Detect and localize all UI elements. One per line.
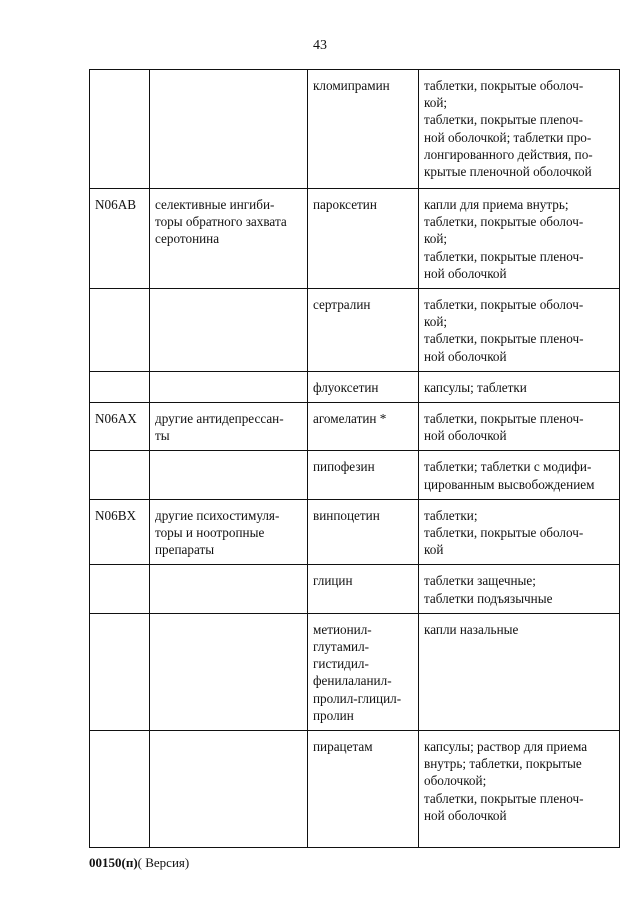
pharm-group-cell-line: торы обратного захвата [155,214,287,230]
dosage-form-cell [419,403,620,451]
table-row [90,289,620,372]
drug-name-cell [308,499,419,565]
pharm-group-cell [150,289,308,372]
drug-name-cell [308,613,419,730]
atc-code-cell [90,70,150,189]
dosage-form-cell [419,371,620,402]
dosage-form-cell [419,70,620,189]
pharm-group-cell [150,403,308,451]
dosage-form-cell [419,565,620,613]
dosage-form-cell-line: таблетки, покрытые оболоч- [424,297,584,313]
atc-code-cell: N06BX [90,499,150,565]
document-footer [89,855,189,871]
table-row [90,565,620,613]
dosage-form-cell-line: цированным высвобождением [424,476,595,492]
drug-name-cell-line: пролил-глицил- [313,690,402,706]
dosage-form-cell-line: оболочкой; [424,773,487,789]
drug-name-cell-line: глицин [313,573,353,589]
drug-table [89,69,620,848]
dosage-form-cell-line: ной оболочкой [424,428,507,444]
drug-name-cell-line: фенилаланил- [313,673,392,689]
drug-name-cell [308,189,419,289]
pharm-group-cell-line: серотонина [155,231,220,247]
document-version: ( Версия) [137,855,190,870]
dosage-form-cell-line: ной оболочкой [424,348,507,364]
dosage-form-cell [419,189,620,289]
table-row [90,70,620,189]
table-row [90,731,620,848]
document-code: 00150(п) [89,855,138,870]
dosage-form-cell-line: таблетки; [424,507,478,523]
dosage-form-cell [419,613,620,730]
drug-name-cell-line: винпоцетин [313,507,380,523]
drug-name-cell [308,565,419,613]
atc-code-cell: N06AX [90,403,150,451]
pharm-group-cell [150,731,308,848]
pharm-group-cell [150,499,308,565]
drug-name-cell-line: гистидил- [313,656,369,672]
pharm-group-cell [150,371,308,402]
dosage-form-cell-line: ной оболочкой [424,265,507,281]
atc-code-cell [90,289,150,372]
table-row [90,403,620,451]
pharm-group-cell [150,189,308,289]
dosage-form-cell-line: таблетки защечные; [424,573,536,589]
page-number: 43 [313,38,327,53]
table-body [90,70,620,848]
drug-name-cell-line: сертралин [313,297,371,313]
pharm-group-cell-line: торы и ноотропные [155,525,265,541]
dosage-form-cell-line: ной оболочкой; таблетки про- [424,129,592,145]
atc-code-cell [90,613,150,730]
dosage-form-cell-line: таблетки подъязычные [424,590,553,606]
drug-name-cell-line: агомелатин * [313,411,387,427]
drug-name-cell-line: глутамил- [313,639,370,655]
table-row [90,499,620,565]
atc-code-cell [90,371,150,402]
pharm-group-cell-line: ты [155,428,170,444]
dosage-form-cell-line: внутрь; таблетки, покрытые [424,756,582,772]
pharm-group-cell [150,451,308,499]
drug-name-cell-line: флуоксетин [313,379,379,395]
dosage-form-cell-line: капли назальные [424,621,519,637]
dosage-form-cell-line: капсулы; раствор для приема [424,739,588,755]
drug-name-cell-line: кломипрамин [313,78,390,93]
pharm-group-cell-line: препараты [155,542,215,558]
dosage-form-cell-line: капли для приема внутрь; [424,197,569,212]
drug-name-cell [308,289,419,372]
dosage-form-cell-line: таблетки, покрытые пленоч- [424,411,584,427]
atc-code-cell [90,451,150,499]
atc-code-cell [90,731,150,848]
dosage-form-cell-line: таблетки, покрытые пленоч- [424,790,584,806]
dosage-form-cell-line: таблетки, покрытые пленоч- [424,331,584,347]
dosage-form-cell-line: таблетки, покрытые плenоч- [424,112,584,128]
dosage-form-cell-line: таблетки, покрытые оболоч- [424,214,584,230]
dosage-form-cell-line: ной оболочкой [424,807,507,823]
dosage-form-cell-line: таблетки, покрытые оболоч- [424,525,584,541]
dosage-form-cell [419,451,620,499]
table-row [90,189,620,289]
drug-name-cell [308,403,419,451]
drug-name-cell-line: пипофезин [313,459,375,475]
table-row [90,451,620,499]
dosage-form-cell-line: кой; [424,231,448,247]
atc-code-cell: N06AB [90,189,150,289]
dosage-form-cell-line: кой; [424,314,448,330]
pharm-group-cell-line: другие психостимуля- [155,507,280,523]
dosage-form-cell-line: кой [424,542,444,558]
drug-name-cell [308,70,419,189]
dosage-form-cell-line: таблетки, покрытые оболоч- [424,78,584,93]
pharm-group-cell [150,70,308,189]
pharm-group-cell-line: селективные ингиби- [155,197,275,212]
drug-name-cell-line: пароксетин [313,197,377,212]
drug-name-cell-line: пролин [313,707,354,723]
table-row [90,371,620,402]
dosage-form-cell-line: таблетки; таблетки с модифи- [424,459,592,475]
drug-name-cell [308,371,419,402]
dosage-form-cell-line: кой; [424,95,448,111]
dosage-form-cell [419,499,620,565]
drug-name-cell [308,451,419,499]
drug-name-cell-line: пирацетам [313,739,373,755]
dosage-form-cell-line: таблетки, покрытые пленоч- [424,248,584,264]
drug-name-cell [308,731,419,848]
dosage-form-cell-line: капсулы; таблетки [424,379,527,395]
dosage-form-cell-line: крытые пленочной оболочкой [424,164,592,180]
pharm-group-cell-line: другие антидепрессан- [155,411,284,427]
drug-name-cell-line: метионил- [313,621,372,637]
dosage-form-cell [419,289,620,372]
table-row [90,613,620,730]
atc-code-cell [90,565,150,613]
pharm-group-cell [150,613,308,730]
dosage-form-cell [419,731,620,848]
pharm-group-cell [150,565,308,613]
dosage-form-cell-line: лонгированного действия, по- [424,146,593,162]
